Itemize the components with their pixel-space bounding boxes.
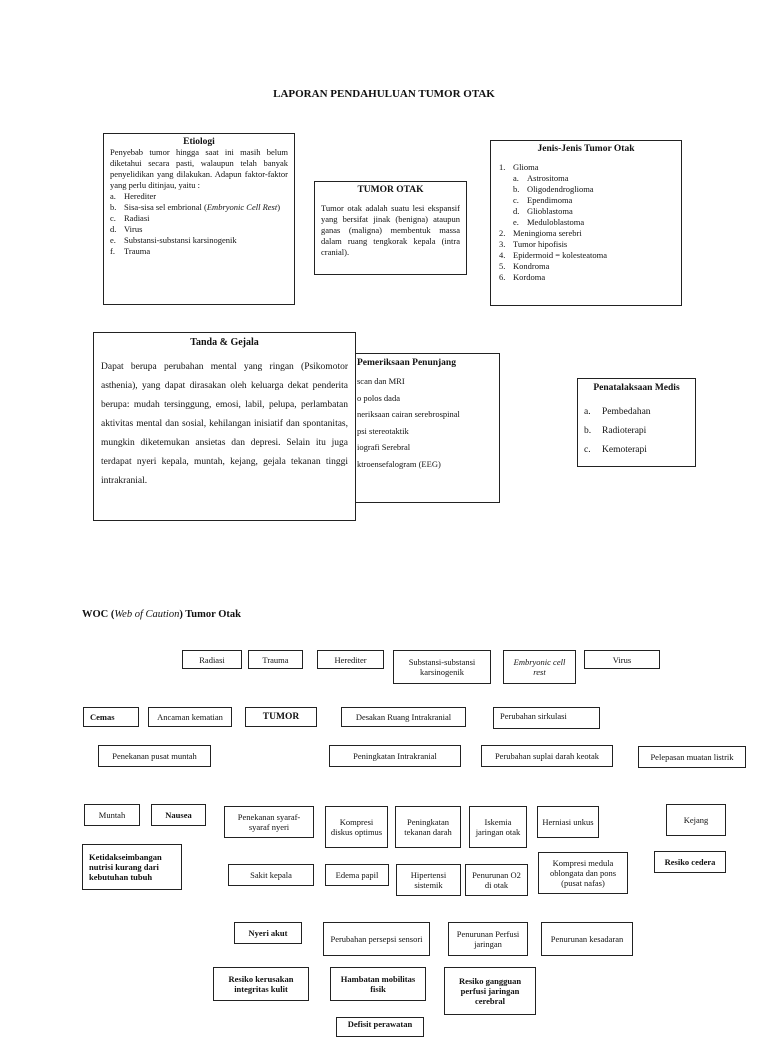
list-marker: 5. xyxy=(499,261,506,271)
list-marker: a. xyxy=(110,191,116,201)
tanda-text: Dapat berupa perubahan mental yang ringan (Psikomotor asthenia), yang dapat dirasakan oleh keluarga dekat penderita berupa: mudah tersinggung, emosi, labil, pelupa, perlambatan aktivitas mental dan sosial, kehilangan inisiatif dan spontanitas, mungkin diketemukan ansietas dan depresi. Selain itu juga terdapat nyeri kepala, muntah, kejang, gejala tekanan tinggi intrakranial. xyxy=(101,362,348,486)
jenis-item-text: Kordoma xyxy=(513,272,546,282)
etiologi-item xyxy=(110,246,288,257)
jenis-item-text: Tumor hipofisis xyxy=(513,239,568,249)
etiologi-item-text xyxy=(124,235,237,246)
list-marker: b. xyxy=(584,426,592,436)
woc-iskemia: Iskemia jaringan otak xyxy=(469,806,527,848)
list-marker: d. xyxy=(110,224,117,234)
etiologi-item xyxy=(110,191,288,202)
jenis-item xyxy=(499,250,673,261)
woc-peningkatan-tik: Peningkatan Intrakranial xyxy=(329,745,461,767)
pemeriksaan-item: ktroensefalogram (EEG) xyxy=(357,458,441,469)
woc-suplai: Perubahan suplai darah keotak xyxy=(481,745,613,767)
jenis-item xyxy=(499,261,673,272)
woc-hipertensi: Hipertensi sistemik xyxy=(396,864,461,896)
jenis-subitem xyxy=(499,206,673,217)
etiologi-item xyxy=(110,224,288,235)
tumor-otak-heading: TUMOR OTAK xyxy=(357,185,424,195)
jenis-subitem-text: Astrositoma xyxy=(527,173,569,183)
jenis-item-text: Meningioma serebri xyxy=(513,228,582,238)
list-marker: e. xyxy=(513,217,519,227)
pemeriksaan-item: scan dan MRI xyxy=(357,376,405,386)
jenis-list xyxy=(499,162,673,283)
etiologi-item-text xyxy=(124,191,156,202)
jenis-heading: Jenis-Jenis Tumor Otak xyxy=(537,144,635,154)
woc-muntah: Muntah xyxy=(84,804,140,826)
jenis-subitem-text: Ependimoma xyxy=(527,195,573,205)
woc-penurunan-o2: Penurunan O2 di otak xyxy=(465,864,528,896)
woc-nausea: Nausea xyxy=(151,804,206,826)
jenis-item-text: Glioma xyxy=(513,162,539,172)
jenis-item xyxy=(499,239,673,250)
etiologi-item-label: Trauma xyxy=(124,246,151,256)
woc-kejang: Kejang xyxy=(666,804,726,836)
pemeriksaan-item: psi stereotaktik xyxy=(357,425,409,436)
penatalaksanaan-item-text: Kemoterapi xyxy=(602,445,647,455)
list-marker: 3. xyxy=(499,239,506,249)
list-marker: d. xyxy=(513,206,520,216)
woc-penekanan-muntah: Penekanan pusat muntah xyxy=(98,745,211,767)
jenis-subitem-text: Meduloblastoma xyxy=(527,217,585,227)
woc-title-post: ) Tumor Otak xyxy=(179,609,241,620)
woc-radiasi: Radiasi xyxy=(182,650,242,669)
jenis-subitem xyxy=(499,195,673,206)
woc-mobilitas: Hambatan mobilitas fisik xyxy=(330,967,426,1001)
etiologi-item-label: Sisa-sisa sel embrional ( xyxy=(124,202,207,212)
jenis-item-text: Epidermoid = kolesteatoma xyxy=(513,250,608,260)
list-marker: f. xyxy=(110,246,115,256)
jenis-item xyxy=(499,162,673,173)
list-marker: e. xyxy=(110,235,116,245)
woc-trauma: Trauma xyxy=(248,650,303,669)
pemeriksaan-item: o polos dada xyxy=(357,392,400,403)
list-marker: a. xyxy=(584,407,591,417)
jenis-subitem xyxy=(499,173,673,184)
woc-nyeri-akut: Nyeri akut xyxy=(234,922,302,944)
jenis-subitem-text: Glioblastoma xyxy=(527,206,573,216)
list-marker: b. xyxy=(110,202,117,212)
jenis-subitem xyxy=(499,217,673,228)
woc-ancaman: Ancaman kematian xyxy=(148,707,232,727)
penatalaksanaan-list xyxy=(584,403,689,460)
penatalaksanaan-box xyxy=(577,378,696,467)
list-marker: b. xyxy=(513,184,520,194)
etiologi-intro: Penyebab tumor hingga saat ini masih belum diketahui secara pasti, walaupun telah banyak penyelidikan yang dilakukan. Adapun faktor-faktor yang perlu ditinjau, yaitu : xyxy=(110,147,288,190)
etiologi-item-em: Embryonic Cell Rest xyxy=(206,202,278,212)
etiologi-item-after: ) xyxy=(277,202,281,212)
list-marker: 4. xyxy=(499,250,506,260)
pemeriksaan-item: iografi Serebral xyxy=(357,442,411,452)
etiologi-item-text xyxy=(124,224,142,235)
jenis-item xyxy=(499,272,673,283)
etiologi-item xyxy=(110,213,288,224)
etiologi-list xyxy=(110,191,288,257)
etiologi-item xyxy=(110,202,288,213)
tanda-heading: Tanda & Gejala xyxy=(190,337,259,348)
jenis-subitem-text: Oligodendroglioma xyxy=(527,184,594,194)
pemeriksaan-heading: Pemeriksaan Penunjang xyxy=(357,358,456,368)
tanda-box xyxy=(93,332,356,521)
woc-perfusi: Penurunan Perfusi jaringan xyxy=(448,922,528,956)
etiologi-heading: Etiologi xyxy=(183,137,215,147)
woc-kompresi-medula: Kompresi medula oblongata dan pons (pusat nafas) xyxy=(538,852,628,894)
woc-embryonic: Embryonic cell rest xyxy=(503,650,576,684)
woc-herediter: Herediter xyxy=(317,650,384,669)
woc-resiko-cedera: Resiko cedera xyxy=(654,851,726,873)
penatalaksanaan-item-text: Radioterapi xyxy=(602,426,647,436)
etiologi-item-label: Substansi-substansi karsinogenik xyxy=(124,235,237,245)
list-marker: 2. xyxy=(499,228,506,238)
tumor-otak-box xyxy=(314,181,467,275)
woc-penekanan-syaraf: Penekanan syaraf-syaraf nyeri xyxy=(224,806,314,838)
penatalaksanaan-heading: Penatalaksaan Medis xyxy=(593,383,680,393)
woc-virus: Virus xyxy=(584,650,660,669)
woc-kerusakan-kulit: Resiko kerusakan integritas kulit xyxy=(213,967,309,1001)
pemeriksaan-item: neriksaan cairan serebrospinal xyxy=(357,409,460,419)
woc-substansi: Substansi-substansi karsinogenik xyxy=(393,650,491,684)
jenis-box xyxy=(490,140,682,306)
list-marker: c. xyxy=(584,445,591,455)
pemeriksaan-list xyxy=(357,376,493,470)
penatalaksanaan-item xyxy=(584,441,689,460)
penatalaksanaan-item-text: Pembedahan xyxy=(602,407,651,417)
etiologi-item-label: Herediter xyxy=(124,191,157,201)
list-marker: 6. xyxy=(499,272,506,282)
woc-herniasi: Herniasi unkus xyxy=(537,806,599,838)
etiologi-item-label: Radiasi xyxy=(124,213,150,223)
etiologi-box xyxy=(103,133,295,305)
woc-ketidakseimbangan: Ketidakseimbangan nutrisi kurang dari kebutuhan tubuh xyxy=(82,844,182,890)
woc-kompresi-diskus: Kompresi diskus optimus xyxy=(325,806,388,848)
woc-edema: Edema papil xyxy=(325,864,389,886)
woc-pelepasan: Pelepasan muatan listrik xyxy=(638,746,746,768)
woc-defisit: Defisit perawatan xyxy=(336,1017,424,1037)
etiologi-item-text xyxy=(124,213,150,224)
penatalaksanaan-item xyxy=(584,403,689,422)
woc-kesadaran: Penurunan kesadaran xyxy=(541,922,633,956)
woc-gangguan-perfusi: Resiko gangguan perfusi jaringan cerebral xyxy=(444,967,536,1015)
woc-peningkatan-td: Peningkatan tekanan darah xyxy=(395,806,461,848)
etiologi-item-label: Virus xyxy=(124,224,143,234)
list-marker: c. xyxy=(513,195,519,205)
jenis-item-text: Kondroma xyxy=(513,261,550,271)
woc-title xyxy=(82,609,241,620)
penatalaksanaan-item xyxy=(584,422,689,441)
list-marker: a. xyxy=(513,173,519,183)
list-marker: c. xyxy=(110,213,116,223)
woc-tumor: TUMOR xyxy=(245,707,317,727)
woc-sakit-kepala: Sakit kepala xyxy=(228,864,314,886)
woc-title-em: Web of Caution xyxy=(114,609,180,620)
woc-desakan: Desakan Ruang Intrakranial xyxy=(341,707,466,727)
jenis-item xyxy=(499,228,673,239)
etiologi-item-text xyxy=(124,246,150,257)
jenis-subitem xyxy=(499,184,673,195)
etiologi-item xyxy=(110,235,288,246)
etiologi-item-text xyxy=(124,202,280,213)
woc-cemas: Cemas xyxy=(83,707,139,727)
woc-persepsi: Perubahan persepsi sensori xyxy=(323,922,430,956)
list-marker: 1. xyxy=(499,162,506,172)
woc-title-pre: WOC ( xyxy=(82,609,115,620)
page-title: LAPORAN PENDAHULUAN TUMOR OTAK xyxy=(273,88,495,100)
tumor-otak-text: Tumor otak adalah suatu lesi ekspansif yang bersifat jinak (benigna) ataupun ganas (maligna) membentuk massa dalam ruang tengkorak kepala (intra cranial). xyxy=(321,203,460,257)
woc-sirkulasi: Perubahan sirkulasi xyxy=(493,707,600,729)
